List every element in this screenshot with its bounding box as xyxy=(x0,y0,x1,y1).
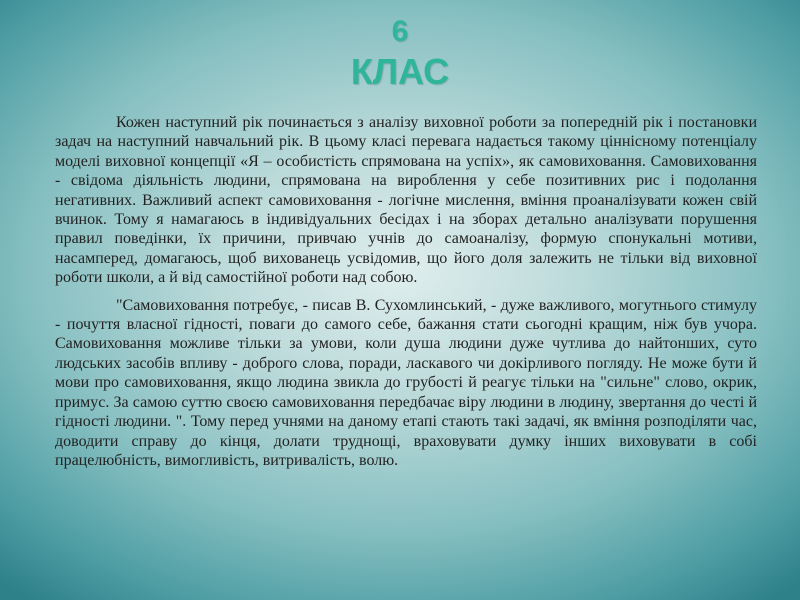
title-grade-word: КЛАС xyxy=(350,51,450,92)
slide-body-text xyxy=(55,113,757,470)
body-paragraph-1: Кожен наступний рік починається з аналізу виховної роботи за попередній рік і постановки задач на наступний навчальний рік. В цьому класі перевага надається такому ціннісному потенціалу моделі виховної концепції «Я – особистість спрямована на успіх», як самовиховання. Самовиховання - свідома діяльність людини, спрямована на вироблення у себе позитивних рис і подолання негативних. Важливий аспект самовиховання - логічне мислення, вміння проаналізувати кожен свій вчинок. Тому я намагаюсь в індивідуальних бесідах і на зборах детально аналізувати порушення правил поведінки, їх причини, привчаю учнів до самоаналізу, формую спонукальні мотиви, насамперед, домагаюсь, щоб вихованець усвідомив, що його доля залежить не тільки від виховної роботи школи, а й від самостійної роботи над собою. xyxy=(55,114,757,287)
title-grade-number: 6 xyxy=(391,15,409,48)
body-paragraph-2: "Самовиховання потребує, - писав В. Сухомлинський, - дуже важливого, могутнього стимулу - почуття власної гідності, поваги до самого себе, бажання стати сьогодні кращим, ніж був учора. Самовиховання можливе тільки за умови, коли душа людини дуже чутлива до найтонших, суто людських засобів впливу - доброго слова, поради, ласкавого чи докірливого погляду. Не може бути й мови про самовиховання, якщо людина звикла до грубості й реагує тільки на "сильне" слово, окрик, примус. За самою суттю своєю самовиховання передбачає віру людини в людину, звертання до честі й гідності людини. ". Тому перед учнями на даному етапі стають такі задачі, як вміння розподіляти час, доводити справу до кінця, долати труднощі, враховувати думку інших виховувати в собі працелюбність, вимогливість, витривалість, волю. xyxy=(55,296,757,469)
slide-title xyxy=(0,14,800,90)
